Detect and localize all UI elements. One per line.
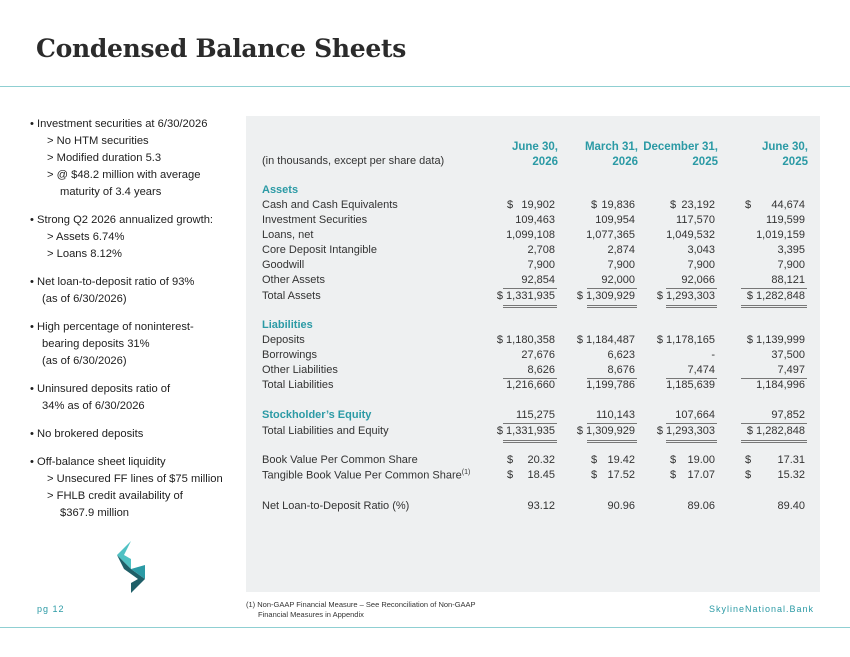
table-cell: $ 1,331,935 bbox=[496, 290, 555, 302]
bullet-line: • Net loan-to-deposit ratio of 93% bbox=[30, 276, 195, 288]
table-cell: $ 1,282,848 bbox=[746, 425, 805, 437]
table-cell: 1,199,786 bbox=[586, 379, 635, 391]
bullet-line: > Modified duration 5.3 bbox=[47, 152, 162, 164]
title-divider bbox=[0, 86, 850, 87]
table-cell: 8,626 bbox=[527, 364, 555, 376]
table-cell: $ 1,293,303 bbox=[656, 425, 715, 437]
table-cell: - bbox=[711, 349, 715, 361]
total-rule bbox=[666, 423, 717, 424]
table-cell: 6,623 bbox=[607, 349, 635, 361]
table-cell: 17.52 bbox=[607, 469, 635, 481]
currency-symbol: $ bbox=[670, 199, 677, 211]
bullet-group bbox=[30, 381, 230, 415]
bullet-line: > Unsecured FF lines of $75 million bbox=[47, 473, 223, 485]
row-label: Other Liabilities bbox=[262, 364, 338, 376]
footnote-line-1: (1) Non-GAAP Financial Measure – See Reconciliation of Non-GAAP bbox=[246, 600, 476, 609]
row-label: Total Liabilities and Equity bbox=[262, 425, 389, 437]
table-cell: 3,395 bbox=[777, 244, 805, 256]
table-cell: $ 1,282,848 bbox=[746, 290, 805, 302]
bullet-group bbox=[30, 116, 230, 201]
table-cell: 1,184,996 bbox=[756, 379, 805, 391]
table-cell: 117,570 bbox=[676, 214, 715, 226]
table-cell: 97,852 bbox=[771, 409, 805, 421]
bullet-line: • Investment securities at 6/30/2026 bbox=[30, 118, 208, 130]
footnote-line-2: Financial Measures in Appendix bbox=[258, 610, 364, 619]
bullet-group bbox=[30, 426, 230, 443]
bullet-line: (as of 6/30/2026) bbox=[42, 293, 127, 305]
table-cell: $ 1,139,999 bbox=[746, 334, 805, 346]
bullet-line: (as of 6/30/2026) bbox=[42, 355, 127, 367]
table-cell: 17.31 bbox=[777, 454, 805, 466]
bullet-line: • Off-balance sheet liquidity bbox=[30, 456, 166, 468]
bullet-line: > @ $48.2 million with average bbox=[47, 169, 201, 181]
table-cell: 37,500 bbox=[771, 349, 805, 361]
table-cell: 19.00 bbox=[687, 454, 715, 466]
column-header bbox=[638, 140, 718, 170]
column-header-period: June 30, bbox=[511, 141, 558, 153]
currency-symbol: $ bbox=[507, 454, 514, 466]
bullet-line: maturity of 3.4 years bbox=[60, 186, 162, 198]
header-rule bbox=[504, 170, 558, 171]
bullet-line: > No HTM securities bbox=[47, 135, 149, 147]
bullet-line: • No brokered deposits bbox=[30, 428, 144, 440]
table-cell: 1,049,532 bbox=[666, 229, 715, 241]
table-cell: 119,599 bbox=[766, 214, 805, 226]
table-cell: 7,497 bbox=[777, 364, 805, 376]
bullet-group bbox=[30, 454, 230, 522]
table-cell: 92,854 bbox=[521, 274, 555, 286]
bank-logo-icon bbox=[112, 540, 150, 594]
bullet-group bbox=[30, 212, 230, 263]
table-cell: 2,874 bbox=[607, 244, 635, 256]
table-cell: 109,463 bbox=[515, 214, 555, 226]
table-cell: 27,676 bbox=[521, 349, 555, 361]
table-cell: 44,674 bbox=[771, 199, 805, 211]
table-cell: 110,143 bbox=[596, 409, 635, 421]
table-cell: 15.32 bbox=[777, 469, 805, 481]
row-label bbox=[262, 469, 470, 482]
column-header-year: 2026 bbox=[532, 156, 558, 168]
currency-symbol: $ bbox=[745, 199, 752, 211]
table-cell: 7,900 bbox=[607, 259, 635, 271]
row-label: Deposits bbox=[262, 334, 305, 346]
row-label: Total Liabilities bbox=[262, 379, 334, 391]
bullet-group bbox=[30, 319, 230, 370]
table-cell: 7,900 bbox=[777, 259, 805, 271]
row-label: Other Assets bbox=[262, 274, 325, 286]
footnote bbox=[246, 600, 476, 620]
column-header-period: December 31, bbox=[643, 141, 718, 153]
table-cell: $ 1,180,358 bbox=[496, 334, 555, 346]
row-label: Goodwill bbox=[262, 259, 305, 271]
total-rule bbox=[666, 305, 717, 308]
footer-divider bbox=[0, 627, 850, 628]
brand-url: SkylineNational.Bank bbox=[708, 604, 814, 614]
table-cell: $ 1,293,303 bbox=[656, 290, 715, 302]
total-rule bbox=[741, 305, 807, 308]
table-cell: 18.45 bbox=[527, 469, 555, 481]
bullet-line: • Strong Q2 2026 annualized growth: bbox=[30, 214, 214, 226]
currency-symbol: $ bbox=[507, 199, 514, 211]
table-cell: 107,664 bbox=[675, 409, 715, 421]
column-header-year: 2025 bbox=[782, 156, 808, 168]
bullet-line: • Uninsured deposits ratio of bbox=[30, 383, 171, 395]
bullet-group bbox=[30, 274, 230, 308]
table-cell: $ 1,309,929 bbox=[576, 425, 635, 437]
table-cell: 92,066 bbox=[681, 274, 715, 286]
row-label: Borrowings bbox=[262, 349, 318, 361]
row-label: Core Deposit Intangible bbox=[262, 244, 377, 256]
highlights-list bbox=[30, 116, 230, 533]
page-number: pg 12 bbox=[37, 604, 65, 614]
currency-symbol: $ bbox=[670, 454, 677, 466]
total-rule bbox=[503, 423, 557, 424]
table-cell: 1,077,365 bbox=[586, 229, 635, 241]
footnote-marker: (1) bbox=[461, 469, 471, 476]
table-cell: 92,000 bbox=[601, 274, 635, 286]
currency-symbol: $ bbox=[745, 454, 752, 466]
table-cell: 7,900 bbox=[527, 259, 555, 271]
total-rule bbox=[666, 440, 717, 443]
table-cell: 19,836 bbox=[601, 199, 635, 211]
table-cell: 17.07 bbox=[687, 469, 715, 481]
currency-symbol: $ bbox=[745, 469, 752, 481]
table-cell: 89.06 bbox=[687, 500, 715, 512]
column-header-period: March 31, bbox=[584, 141, 638, 153]
table-cell: 8,676 bbox=[607, 364, 635, 376]
table-cell: $ 1,331,935 bbox=[496, 425, 555, 437]
currency-symbol: $ bbox=[591, 199, 598, 211]
table-cell: 19,902 bbox=[521, 199, 555, 211]
table-cell: 1,099,108 bbox=[506, 229, 555, 241]
units-label: (in thousands, except per share data) bbox=[262, 155, 445, 167]
total-rule bbox=[503, 288, 557, 289]
currency-symbol: $ bbox=[670, 469, 677, 481]
page-title: Condensed Balance Sheets bbox=[36, 34, 406, 63]
table-cell: 7,900 bbox=[687, 259, 715, 271]
table-cell: 20.32 bbox=[527, 454, 555, 466]
bullet-line: • High percentage of noninterest- bbox=[30, 321, 194, 333]
row-label: Loans, net bbox=[262, 229, 314, 241]
table-cell: 7,474 bbox=[687, 364, 715, 376]
column-header bbox=[728, 140, 808, 170]
row-label: Cash and Cash Equivalents bbox=[262, 199, 398, 211]
total-rule bbox=[741, 440, 807, 443]
section-heading: Assets bbox=[262, 184, 299, 196]
table-cell: 1,019,159 bbox=[756, 229, 805, 241]
table-cell: 89.40 bbox=[777, 500, 805, 512]
table-cell: 93.12 bbox=[527, 500, 555, 512]
table-cell: 3,043 bbox=[687, 244, 715, 256]
bullet-line: 34% as of 6/30/2026 bbox=[42, 400, 145, 412]
table-cell: 90.96 bbox=[607, 500, 635, 512]
currency-symbol: $ bbox=[591, 454, 598, 466]
bullet-line: bearing deposits 31% bbox=[42, 338, 150, 350]
row-label: Book Value Per Common Share bbox=[262, 454, 418, 466]
section-heading: Stockholder’s Equity bbox=[262, 409, 372, 421]
table-cell: 1,216,660 bbox=[506, 379, 555, 391]
total-rule bbox=[503, 440, 557, 443]
total-rule bbox=[587, 440, 637, 443]
table-cell: $ 1,178,165 bbox=[656, 334, 715, 346]
total-rule bbox=[666, 288, 717, 289]
table-cell: 19.42 bbox=[607, 454, 635, 466]
bullet-line: > FHLB credit availability of bbox=[47, 490, 183, 502]
section-heading: Liabilities bbox=[262, 319, 313, 331]
bullet-line: $367.9 million bbox=[60, 507, 130, 519]
column-header bbox=[478, 140, 558, 170]
total-rule bbox=[587, 423, 637, 424]
table-cell: 109,954 bbox=[595, 214, 635, 226]
table-cell: $ 1,184,487 bbox=[576, 334, 635, 346]
table-cell: $ 1,309,929 bbox=[576, 290, 635, 302]
table-cell: 88,121 bbox=[771, 274, 805, 286]
row-label: Total Assets bbox=[262, 290, 321, 302]
total-rule bbox=[741, 423, 807, 424]
row-label-text: Tangible Book Value Per Common Share bbox=[262, 469, 462, 482]
table-cell: 2,708 bbox=[527, 244, 555, 256]
currency-symbol: $ bbox=[591, 469, 598, 481]
column-header-year: 2026 bbox=[612, 156, 638, 168]
table-cell: 115,275 bbox=[516, 409, 555, 421]
total-rule bbox=[741, 288, 807, 289]
currency-symbol: $ bbox=[507, 469, 514, 481]
column-header-period: June 30, bbox=[761, 141, 808, 153]
table-cell: 23,192 bbox=[681, 199, 715, 211]
row-label: Investment Securities bbox=[262, 214, 368, 226]
bullet-line: > Loans 8.12% bbox=[47, 248, 122, 260]
column-header bbox=[558, 140, 638, 170]
row-label: Net Loan-to-Deposit Ratio (%) bbox=[262, 500, 410, 512]
total-rule bbox=[503, 305, 557, 308]
table-cell: 1,185,639 bbox=[666, 379, 715, 391]
total-rule bbox=[587, 288, 637, 289]
total-rule bbox=[587, 305, 637, 308]
bullet-line: > Assets 6.74% bbox=[47, 231, 125, 243]
column-header-year: 2025 bbox=[692, 156, 718, 168]
